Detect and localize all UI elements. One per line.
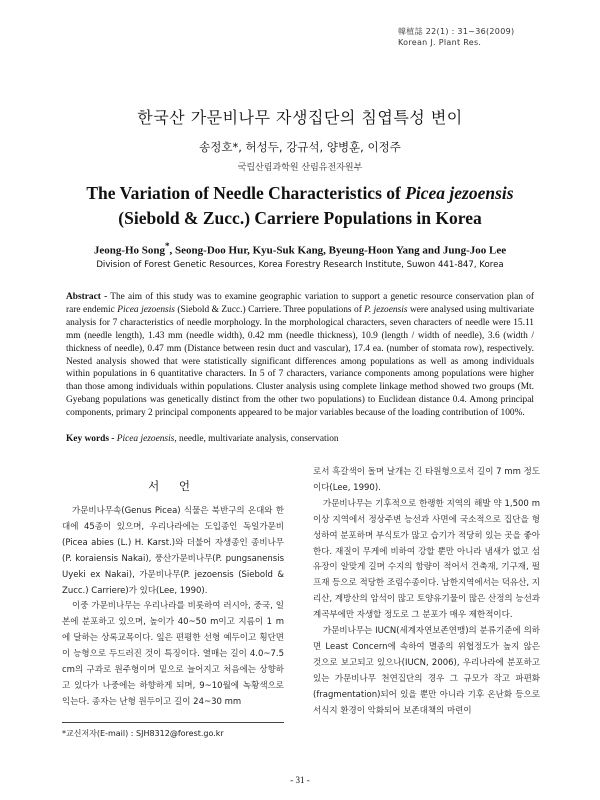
right-column [313,465,540,720]
intro-paragraph-1: 가문비나무속(Genus Picea) 식물은 북반구의 온대와 한대에 45종이 있으며, 우리나라에는 도입종인 독일가문비(Picea abies (L.) H. Karst.)와 더불어 자생종인 종비나무(P. koraiensis Nakai), 풍산가문비나무(P. pungsanensis Uyeki ex Nakai), 가문비나무(P. jezoensis (Siebold & Zucc.) Carriere)가 있다(Lee, 1990). [62,506,284,596]
journal-citation [398,26,538,48]
abstract-species-2: P. jezoensis [364,304,408,315]
english-title-species: Picea jezoensis [405,183,514,203]
left-column [62,478,284,711]
abstract-label: Abstract - [66,292,108,302]
english-title-line1 [86,183,513,203]
abstract-text-3: were analysed using multivariate analysis for 7 characteristics of needle morphology. In the morphological characters, seven characters of needle were 15.11 mm (needle length), 1.43 mm (needle width), 0.42 mm (needle thickness), 10.9 (length / width of needle), 3.6 (width / thickness of needle), 0.47 mm (Distance between resin duct and vascular), 17.4 ea. (number of stomata row), respectively. Nested analysis showed that were statistically significant differences among populations as well as among individuals within populations in 6 quantitative characters. In 5 of 7 characters, variance components among populations were higher than those among individuals within populations. Cluster analysis using complete linkage method showed two groups (Mt. Gyebang populations was genetically distinct from the other two populations) to Euclidean distance 0.4. Among principal components, primary 2 principal components appeared to be major variables because of the loading contribution of 100%. [66,304,534,419]
intro-paragraph-4: 가문비나무는 IUCN(세계자연보존연맹)의 분류기준에 의하면 Least Concern에 속하여 멸종의 위협정도가 높지 않은 것으로 보고되고 있으나(IUCN, 2006), 우리나라에 분포하고 있는 가문비나무 천연집단의 경우 그 규모가 작고 파편화(fragmentation)되어 있을 뿐만 아니라 기후 온난화 등으로 서식지 환경이 악화되어 보존대책의 마련이 [313,626,540,716]
corresponding-author: Jeong-Ho Song [93,244,166,257]
english-title-line2: (Siebold & Zucc.) Carriere Populations in Korea [118,208,482,228]
journal-citation-line1: 韓植誌 22(1) : 31~36(2009) [398,27,515,36]
keywords-species: Picea jezoensis [116,434,175,444]
coauthors: , Seong-Doo Hur, Kyu-Suk Kang, Byeung-Hoon Yang and Jung-Joo Lee [169,244,507,257]
footnote-divider [62,722,284,723]
corresponding-author-footnote: *교신저자(E-mail) : SJH8312@forest.go.kr [62,729,224,738]
intro-paragraph-2-continued: 로서 흑갈색이 돌며 날개는 긴 타원형으로서 길이 7 mm 정도이다(Lee, 1990). [313,467,540,493]
korean-authors: 송정호*, 허성두, 강규석, 양병훈, 이정주 [199,140,401,154]
page-number: - 31 - [290,775,310,785]
intro-paragraph-3: 가문비나무는 기후적으로 한랭한 지역의 해발 약 1,500 m 이상 지역에서 정상주변 능선과 사면에 국소적으로 집단을 형성하여 분포하며 부식토가 많고 습기가 적당히 있는 곳을 좋아한다. 재질이 무게에 비하여 강할 뿐만 아니라 냄새가 없고 섬유장이 알맞게 길며 수지의 함량이 적어서 건축재, 기구재, 펄프재 등으로 적당한 조림수종이다. 남한지역에서는 덕유산, 지리산, 계방산의 암석이 많고 토양유기물이 많은 산정의 능선과 계곡부에만 자생할 정도로 그 분포가 매우 제한적이다. [313,498,540,621]
korean-affiliation: 국립산림과학원 산림유전자원부 [237,163,363,173]
korean-title: 한국산 가문비나무 자생집단의 침엽특성 변이 [137,108,463,127]
keywords-label: Key words - [66,434,115,444]
english-title [0,181,600,231]
keywords-rest: , needle, multivariate analysis, conservation [174,434,339,444]
corresponding-mark: * [165,241,170,251]
english-title-prefix: The Variation of Needle Characteristics of [86,183,406,203]
intro-paragraph-2: 이중 가문비나무는 우리나라를 비롯하여 러시아, 중국, 일본에 분포하고 있으며, 높이가 40~50 m이고 지름이 1 m에 달하는 상록교목이다. 잎은 편평한 선형 예두이고 횡단면이 능형으로 두드러진 것이 특징이다. 열매는 길이 4.0~7.5 cm의 구과로 원주형이며 밑으로 늘어지고 처음에는 상향하고 있다가 나중에는 하향하게 되며, 9~10월에 녹황색으로 익는다. 종자는 난형 원두이고 길이 24~30 mm [62,601,284,707]
keywords [66,434,534,444]
journal-citation-line2: Korean J. Plant Res. [398,38,482,47]
abstract-text-1: The aim of this study was to examine geographic variation to support a genetic resource conservation plan of rare endemic [66,292,534,315]
abstract-species-1: Picea jezoensis [117,304,175,315]
section-heading-introduction: 서 언 [148,479,198,493]
english-affiliation: Division of Forest Genetic Resources, Korea Forestry Research Institute, Suwon 441-847, Korea [96,260,504,270]
abstract [66,291,534,420]
abstract-text-2: (Siebold & Zucc.) Carriere. Three populations of [174,304,365,315]
english-authors [0,241,600,257]
